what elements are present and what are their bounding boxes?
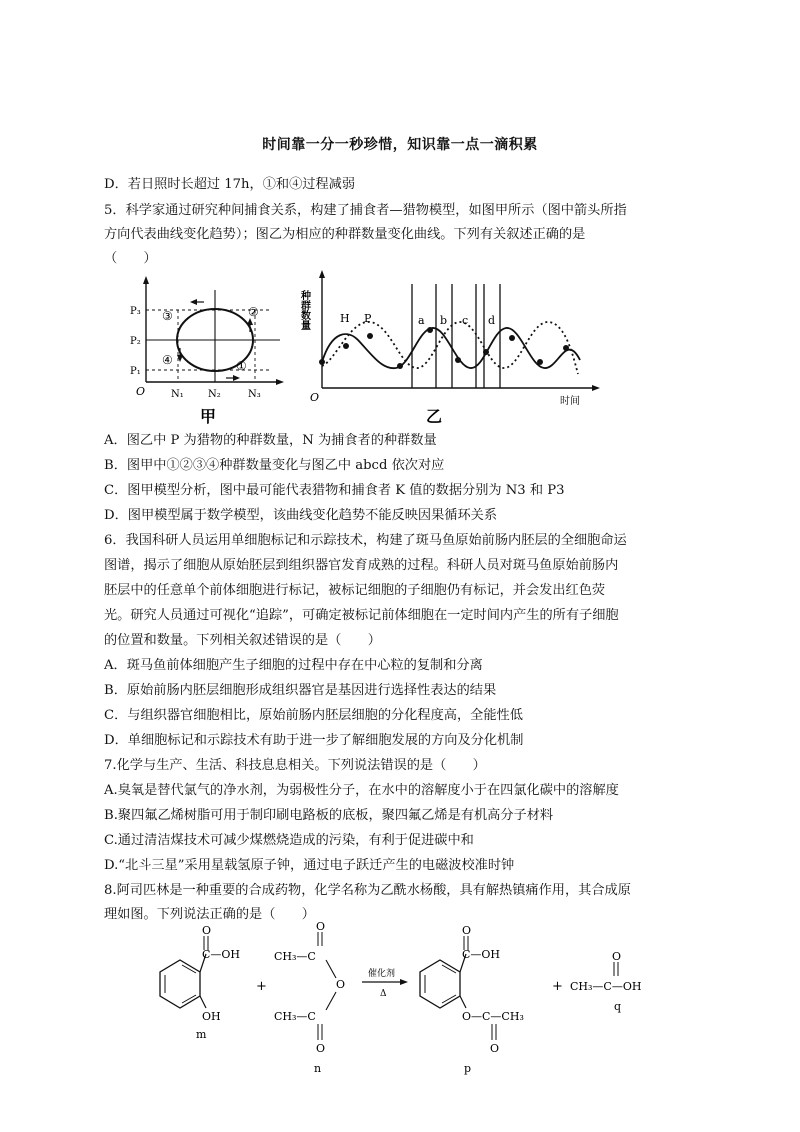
q8-stem-line1: 8.阿司匹林是一种重要的合成药物，化学名称为乙酰水杨酸，具有解热镇痛作用，其合成原 [104,883,631,898]
jia-origin: O [136,385,146,398]
catalyst-label: 催化剂 [368,969,396,979]
yi-label-p: P [364,312,372,325]
plus-2: + [552,979,563,994]
n-label: n [314,1062,322,1075]
jia-label-3: ③ [162,309,173,323]
n-bridge-o: O [336,978,346,991]
yi-label-h: H [340,312,350,325]
molecule-m [160,924,240,1041]
q5-option-d: D．图甲模型属于数学模型，该曲线变化趋势不能反映因果循环关系 [104,508,498,523]
q-formula: CH₃—C—OH [570,980,642,993]
p-ester: O—C—CH₃ [462,1010,524,1023]
jia-x-tick-n3: N₃ [248,389,261,400]
m-label: m [196,1028,207,1041]
q6-option-a: A．斑马鱼前体细胞产生子细胞的过程中存在中心粒的复制和分离 [104,658,483,673]
q8-stem-line2: 理如图。下列说法正确的是（ ） [104,907,315,922]
q7-option-d: D.“北斗三星”采用星载氢原子钟，通过电子跃迁产生的电磁波校准时钟 [104,858,515,873]
q5-stem-line1: 5．科学家通过研究种间捕食关系，构建了捕食者—猎物模型，如图甲所示（图中箭头所指 [104,203,627,218]
yi-label-d: d [488,314,496,327]
p-label: p [464,1062,472,1075]
jia-caption: 甲 [200,407,217,426]
q6-stem-line4: 光。研究人员通过可视化“追踪”，可确定被标记前体细胞在一定时间内产生的所有子细胞 [104,608,619,623]
molecule-q [570,950,641,1013]
jia-y-tick-p3: P₃ [130,306,141,317]
jia-y-arrow [143,276,149,284]
page-header: 时间靠一分一秒珍惜，知识靠一点一滴积累 [262,137,538,153]
p-carbonyl-o: O [462,924,472,937]
q-label: q [614,1000,622,1013]
yi-label-b: b [440,314,448,327]
m-cooh: C—OH [202,948,241,961]
q6-option-d: D．单细胞标记和示踪技术有助于进一步了解细胞发展的方向及分化机制 [104,733,524,748]
q8-reaction-scheme [140,920,700,1090]
p-ester-o: O [490,1042,500,1055]
figure-yi [299,270,601,426]
jia-x-arrow [276,379,284,385]
yi-x-label: 时间 [560,396,580,407]
jia-label-4: ④ [162,353,173,367]
yi-caption: 乙 [426,407,443,426]
yi-y-label: 种群数量 [298,290,310,330]
q6-stem-line1: 6．我国科研人员运用单细胞标记和示踪技术，构建了斑马鱼原始前肠内胚层的全细胞命运 [104,533,627,548]
q5-option-c: C．图甲模型分析，图中最可能代表猎物和捕食者 K 值的数据分别为 N3 和 P3 [104,483,565,498]
q7-option-a: A.臭氧是替代氯气的净水剂，为弱极性分子，在水中的溶解度小于在四氯化碳中的溶解度 [104,783,619,798]
jia-x-tick-n2: N₂ [208,389,221,400]
q5-stem-line2: 方向代表曲线变化趋势）；图乙为相应的种群数量变化曲线。下列有关叙述正确的是 [104,227,586,242]
q5-answer-blank: （ ） [104,251,157,266]
q5-option-a: A．图乙中 P 为猎物的种群数量，N 为捕食者的种群数量 [104,433,437,448]
yi-origin: O [310,391,320,404]
m-carbonyl-o: O [202,924,212,937]
jia-label-1: ① [236,359,247,373]
jia-y-tick-p1: P₁ [130,366,141,377]
n-bottom-o: O [316,1042,326,1055]
figure-jia [130,276,284,426]
q5-option-b: B．图甲中①②③④种群数量变化与图乙中 abcd 依次对应 [104,458,445,473]
heat-symbol: Δ [380,989,387,999]
q6-option-b: B．原始前肠内胚层细胞形成组织器官是基因进行选择性表达的结果 [104,683,497,698]
q5-figure [100,270,620,430]
q4-option-d: D．若日照时长超过 17h，①和④过程减弱 [104,177,356,192]
n-top: CH₃—C [274,950,316,963]
jia-x-tick-n1: N₁ [171,389,184,400]
jia-y-tick-p2: P₂ [130,336,141,347]
yi-label-a: a [418,314,425,327]
jia-label-2: ② [248,305,259,319]
m-oh: OH [202,1010,221,1023]
n-top-o: O [316,920,326,933]
q6-stem-line5: 的位置和数量。下列相关叙述错误的是（ ） [104,633,381,648]
q7-option-c: C.通过清洁煤技术可减少煤燃烧造成的污染，有利于促进碳中和 [104,833,474,848]
molecule-p [420,924,524,1075]
q6-option-c: C．与组织器官细胞相比，原始前肠内胚层细胞的分化程度高，全能性低 [104,708,523,723]
q7-option-b: B.聚四氟乙烯树脂可用于制印刷电路板的底板，聚四氟乙烯是有机高分子材料 [104,808,554,823]
q6-stem-line3: 胚层中的任意单个前体细胞进行标记，被标记细胞的子细胞仍有标记，并会发出红色荧 [104,583,606,598]
plus-1: + [256,979,267,994]
molecule-n [274,920,345,1075]
q-carbonyl-o: O [612,950,622,963]
yi-label-c: c [462,314,469,327]
q7-stem: 7.化学与生产、生活、科技息息相关。下列说法错误的是（ ） [104,758,486,773]
q6-stem-line2: 图谱，揭示了细胞从原始胚层到组织器官发育成熟的过程。科研人员对斑马鱼原始前肠内 [104,558,619,573]
p-cooh: C—OH [462,948,501,961]
reaction-arrow [362,967,408,999]
n-bottom: CH₃—C [274,1010,316,1023]
